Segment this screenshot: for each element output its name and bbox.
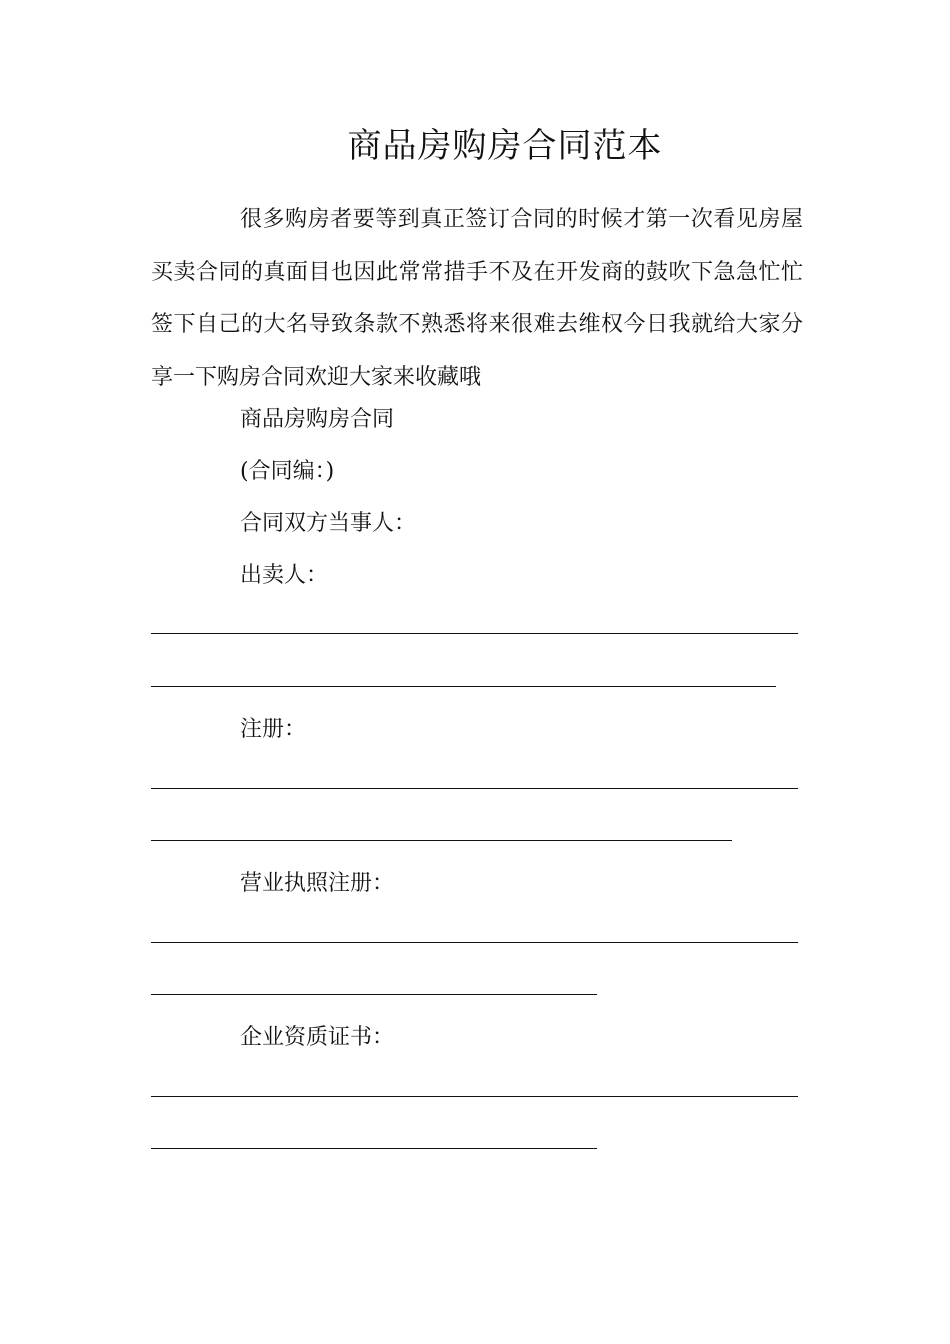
qualification-certificate-blank-line-2 [151, 1148, 597, 1149]
parties-label: 合同双方当事人： [240, 511, 417, 536]
seller-label: 出卖人： [240, 563, 329, 588]
registration-label: 注册： [240, 717, 307, 742]
business-license-blank-line-1 [151, 942, 798, 943]
contract-number: (合同编：) [240, 459, 335, 484]
intro-paragraph: 很多购房者要等到真正签订合同的时候才第一次看见房屋买卖合同的真面目也因此常常措手不及在开发商的鼓吹下急急忙忙签下自己的大名导致条款不熟悉将来很难去维权今日我就给大家分享一下购房合同欢迎大家来收藏哦 [151, 207, 803, 390]
business-license-label: 营业执照注册： [240, 871, 395, 896]
qualification-certificate-label: 企业资质证书： [240, 1025, 395, 1050]
seller-blank-line-2 [151, 686, 776, 687]
seller-blank-line-1 [151, 633, 798, 634]
contract-heading: 商品房购房合同 [240, 407, 395, 432]
registration-blank-line-2 [151, 840, 732, 841]
business-license-blank-line-2 [151, 994, 597, 995]
document-title: 商品房购房合同范本 [347, 126, 663, 166]
qualification-certificate-blank-line-1 [151, 1096, 798, 1097]
registration-blank-line-1 [151, 788, 798, 789]
